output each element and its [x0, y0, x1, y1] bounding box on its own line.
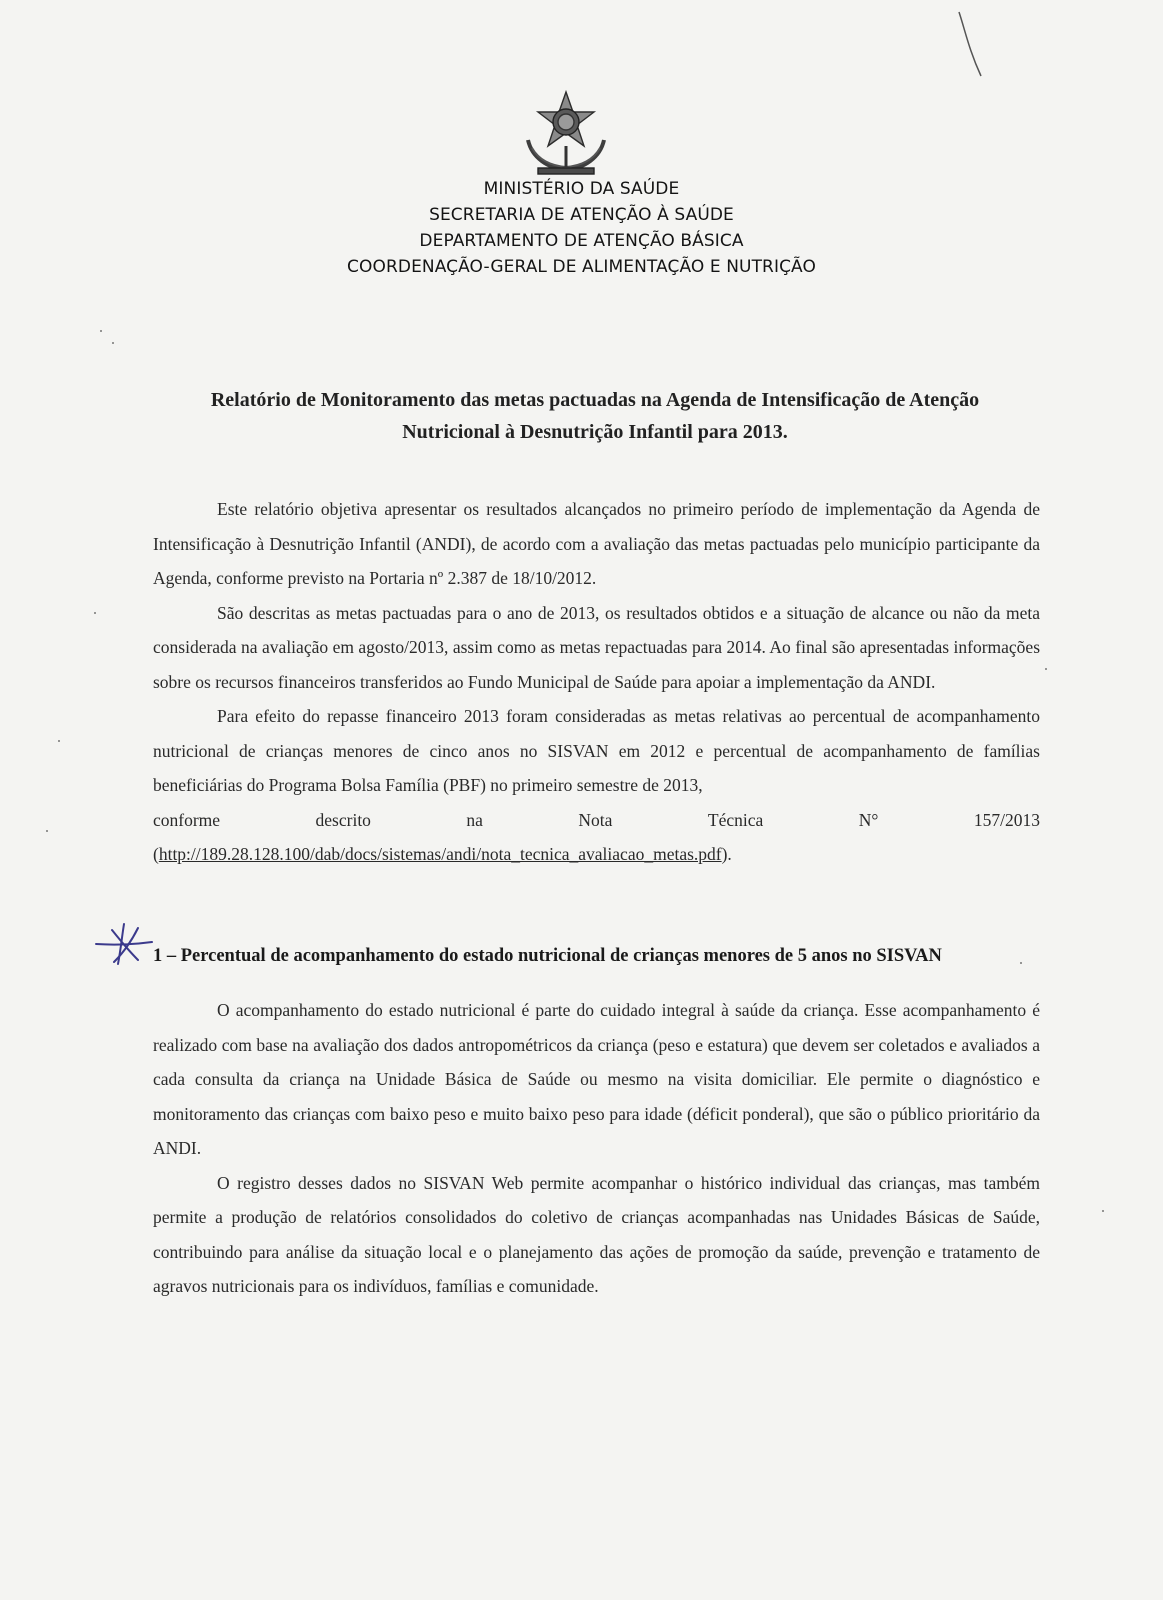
scan-speck [100, 330, 102, 332]
scan-speck [1045, 668, 1047, 670]
technical-note-reference [153, 803, 1040, 838]
intro-paragraph-1: Este relatório objetiva apresentar os resultados alcançados no primeiro período de implementação da Agenda de Intensificação à Desnutrição Infantil (ANDI), de acordo com a avaliação das metas pactuadas pelo município participante da Agenda, conforme previsto na Portaria nº 2.387 de 18/10/2012. [153, 499, 1040, 588]
scan-speck [1102, 1210, 1104, 1212]
technical-note-url-line [153, 837, 1040, 872]
report-title-line-2: Nutricional à Desnutrição Infantil para 2013. [402, 421, 788, 443]
section-1-heading: 1 – Percentual de acompanhamento do estado nutricional de crianças menores de 5 anos no SISVAN [153, 946, 942, 966]
ref-word: conforme [153, 809, 221, 830]
scan-speck [58, 740, 60, 742]
url-close-paren: ). [721, 844, 732, 864]
ref-word: descrito [315, 809, 371, 830]
scan-speck [46, 830, 48, 832]
scan-speck [1020, 962, 1022, 964]
ref-word: Técnica [707, 809, 764, 830]
section-1-paragraph-1: O acompanhamento do estado nutricional é parte do cuidado integral à saúde da criança. Esse acompanhamento é realizado com base na avaliação dos dados antropométricos da criança (peso e estatura) que devem ser coletados e avaliados a cada consulta da criança na Unidade Básica de Saúde ou mesmo na visita domiciliar. Ele permite o diagnóstico e monitoramento das crianças com baixo peso e muito baixo peso para idade (déficit ponderal), que são o público prioritário da ANDI. [153, 1000, 1040, 1158]
ref-word: Nota [578, 809, 613, 830]
header-ministry: MINISTÉRIO DA SAÚDE [483, 179, 680, 199]
ref-word: 157/2013 [973, 809, 1040, 830]
scan-speck [94, 612, 96, 614]
url-open-paren: ( [153, 844, 159, 864]
intro-paragraph-2: São descritas as metas pactuadas para o ano de 2013, os resultados obtidos e a situação de alcance ou não da meta considerada na avaliação em agosto/2013, assim como as metas repactuadas para 2014. Ao final são apresentadas informações sobre os recursos financeiros transferidos ao Fundo Municipal de Saúde para apoiar a implementação da ANDI. [153, 602, 1040, 692]
header-secretariat: SECRETARIA DE ATENÇÃO À SAÚDE [429, 205, 734, 225]
intro-paragraph-3: Para efeito do repasse financeiro 2013 foram consideradas as metas relativas ao percentual de acompanhamento nutricional de crianças menores de cinco anos no SISVAN em 2012 e percentual de acompanhamento de famílias beneficiárias do Programa Bolsa Família (PBF) no primeiro semestre de 2013, [153, 706, 1040, 795]
header-department: DEPARTAMENTO DE ATENÇÃO BÁSICA [419, 231, 744, 251]
technical-note-link[interactable]: http://189.28.128.100/dab/docs/sistemas/andi/nota_tecnica_avaliacao_metas.pdf [158, 844, 722, 864]
document-header [0, 176, 1163, 280]
scan-scratch [955, 10, 985, 80]
ref-word: N° [858, 809, 879, 830]
ref-word: na [466, 809, 483, 830]
report-title [150, 384, 1040, 448]
section-1-body [153, 993, 1040, 1304]
intro-section [153, 492, 1040, 872]
section-1-paragraph-2: O registro desses dados no SISVAN Web permite acompanhar o histórico individual das crianças, mas também permite a produção de relatórios consolidados do coletivo de crianças acompanhadas nas Unidades Básicas de Saúde, contribuindo para análise da situação local e o planejamento das ações de promoção da saúde, prevenção e tratamento de agravos nutricionais para os indivíduos, famílias e comunidade. [153, 1172, 1040, 1296]
header-coordination: COORDENAÇÃO-GERAL DE ALIMENTAÇÃO E NUTRIÇÃO [347, 257, 816, 277]
report-title-line-1: Relatório de Monitoramento das metas pactuadas na Agenda de Intensificação de Atenção [210, 389, 980, 411]
scan-speck [112, 342, 114, 344]
coat-of-arms-emblem [518, 88, 614, 180]
handwritten-asterisk-icon [94, 920, 158, 968]
